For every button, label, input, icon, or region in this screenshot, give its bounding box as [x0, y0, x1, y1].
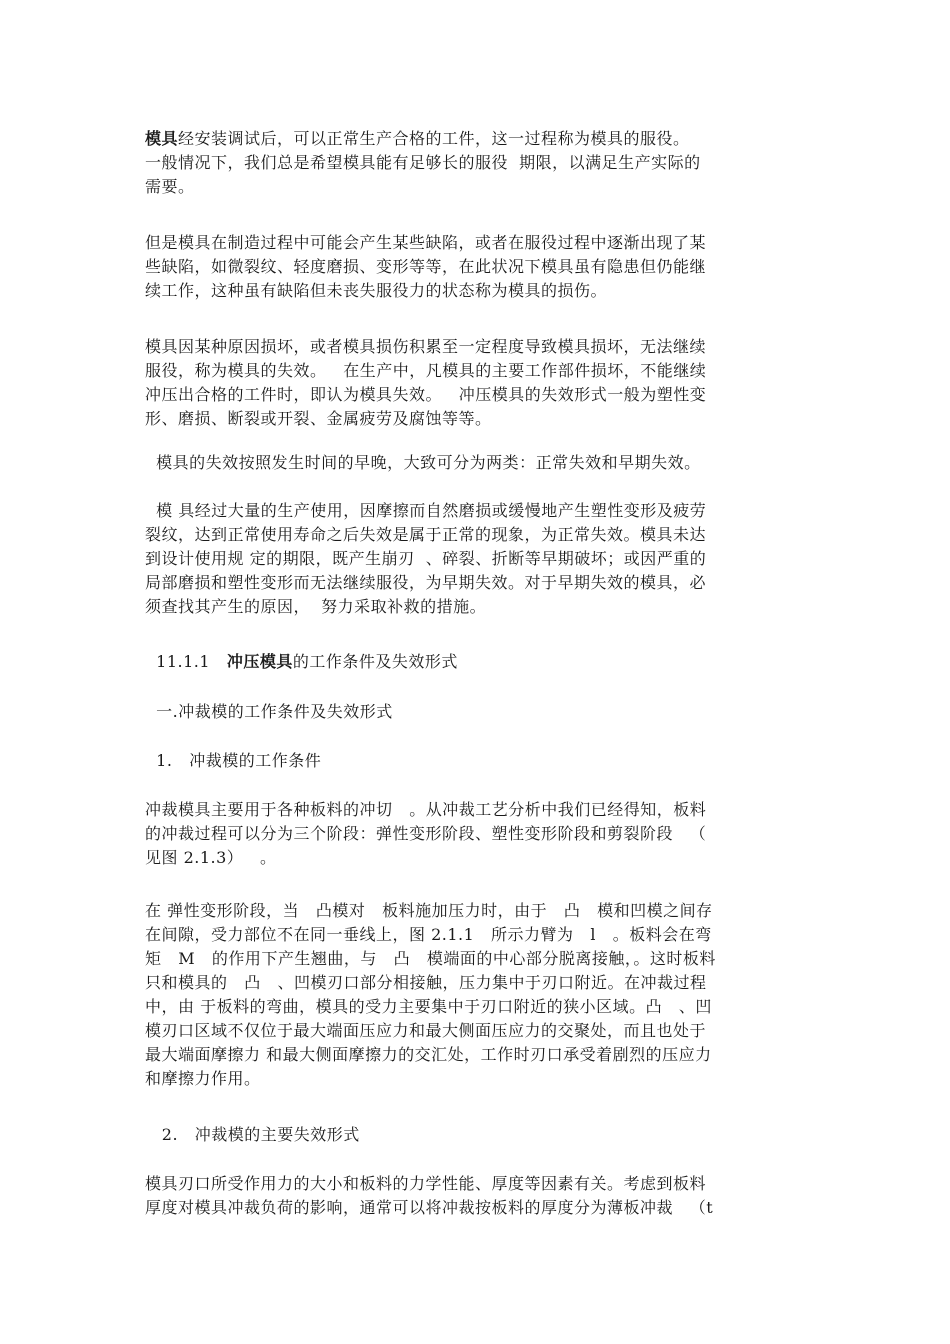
paragraph-normal-early — [145, 499, 706, 619]
text-line: 最大端面摩擦力 和最大侧面摩擦力的交汇处，工作时刃口承受着剧烈的压应力 — [145, 1045, 712, 1064]
text-line: 2. 冲裁模的主要失效形式 — [145, 1125, 360, 1144]
paragraph-punching-stages — [145, 798, 706, 870]
text-line: 一.冲裁模的工作条件及失效形式 — [145, 702, 393, 721]
subheading-working-conditions — [145, 749, 321, 773]
text-line: 模具经安装调试后，可以正常生产合格的工件，这一过程称为模具的服役。 — [145, 129, 690, 148]
paragraph-service — [145, 127, 701, 199]
text-line: 模 具经过大量的生产使用，因摩擦而自然磨损或缓慢地产生塑性变形及疲劳 — [145, 501, 707, 520]
text-line: 和摩擦力作用。 — [145, 1069, 261, 1088]
text-line: 一般情况下，我们总是希望模具能有足够长的服役 期限，以满足生产实际的 — [145, 153, 701, 172]
paragraph-damage — [145, 231, 706, 303]
text-line: 只和模具的 凸 、凹模刃口部分相接触，压力集中于刃口附近。在冲裁过程 — [145, 973, 707, 992]
bold-term: 冲压模具 — [226, 652, 293, 671]
text-line: 1. 冲裁模的工作条件 — [145, 751, 322, 770]
text-line: 到设计使用规 定的期限，既产生崩刃 、碎裂、折断等早期破坏；或因严重的 — [145, 549, 707, 568]
text-line: 些缺陷，如微裂纹、轻度磨损、变形等等，在此状况下模具虽有隐患但仍能继 — [145, 257, 707, 276]
text-line: 但是模具在制造过程中可能会产生某些缺陷，或者在服役过程中逐渐出现了某 — [145, 233, 707, 252]
section-title: 的工作条件及失效形式 — [292, 652, 458, 671]
text-line: 中，由 于板料的弯曲，模具的受力主要集中于刃口附近的狭小区域。凸 、凹 — [145, 997, 712, 1016]
text-line: 续工作，这种虽有缺陷但未丧失服役力的状态称为模具的损伤。 — [145, 281, 608, 300]
section-heading-11-1-1 — [145, 650, 458, 674]
paragraph-failure — [145, 335, 706, 431]
section-number: 11.1.1 — [145, 652, 227, 671]
text-line: 在间隙，受力部位不在同一垂线上，图 2.1.1 所示力臂为 l 。板料会在弯 — [145, 925, 712, 944]
text-line: 模具刃口所受作用力的大小和板料的力学性能、厚度等因素有关。考虑到板料 — [145, 1174, 707, 1193]
text-line: 模刃口区域不仅位于最大端面压应力和最大侧面压应力的交聚处，而且也处于 — [145, 1021, 707, 1040]
text-line: 在 弹性变形阶段，当 凸模对 板料施加压力时，由于 凸 模和凹模之间存 — [145, 901, 713, 920]
paragraph-blade-force — [145, 1172, 713, 1220]
text-line: 形、磨损、断裂或开裂、金属疲劳及腐蚀等等。 — [145, 409, 492, 428]
text-line: 见图 2.1.3） 。 — [145, 848, 277, 867]
subheading-failure-forms — [145, 1123, 360, 1147]
text-line: 模具的失效按照发生时间的早晚，大致可分为两类：正常失效和早期失效。 — [145, 453, 701, 472]
bold-term: 模具 — [145, 129, 179, 148]
text-line: 裂纹，达到正常使用寿命之后失效是属于正常的现象，为正常失效。模具未达 — [145, 525, 707, 544]
text-line: 须查找其产生的原因， 努力采取补救的措施。 — [145, 597, 487, 616]
text-line: 矩 M 的作用下产生翘曲，与 凸 模端面的中心部分脱离接触，。这时板料 — [145, 949, 716, 968]
paragraph-failure-types — [145, 451, 701, 475]
text-line: 厚度对模具冲裁负荷的影响，通常可以将冲裁按板料的厚度分为薄板冲裁 （t — [145, 1198, 714, 1217]
text-line: 服役，称为模具的失效。 在生产中，凡模具的主要工作部件损坏，不能继续 — [145, 361, 707, 380]
text-line: 模具因某种原因损坏，或者模具损伤积累至一定程度导致模具损坏，无法继续 — [145, 337, 707, 356]
text-line: 冲压出合格的工件时，即认为模具失效。 冲压模具的失效形式一般为塑性变 — [145, 385, 707, 404]
text-line: 需要。 — [145, 177, 195, 196]
text-line: 的冲裁过程可以分为三个阶段：弹性变形阶段、塑性变形阶段和剪裂阶段 （ — [145, 824, 707, 843]
subheading-punching-die — [145, 700, 393, 724]
text-line: 局部磨损和塑性变形而无法继续服役，为早期失效。对于早期失效的模具，必 — [145, 573, 707, 592]
paragraph-elastic-stage — [145, 899, 716, 1091]
text-line: 冲裁模具主要用于各种板料的冲切 。从冲裁工艺分析中我们已经得知，板料 — [145, 800, 707, 819]
